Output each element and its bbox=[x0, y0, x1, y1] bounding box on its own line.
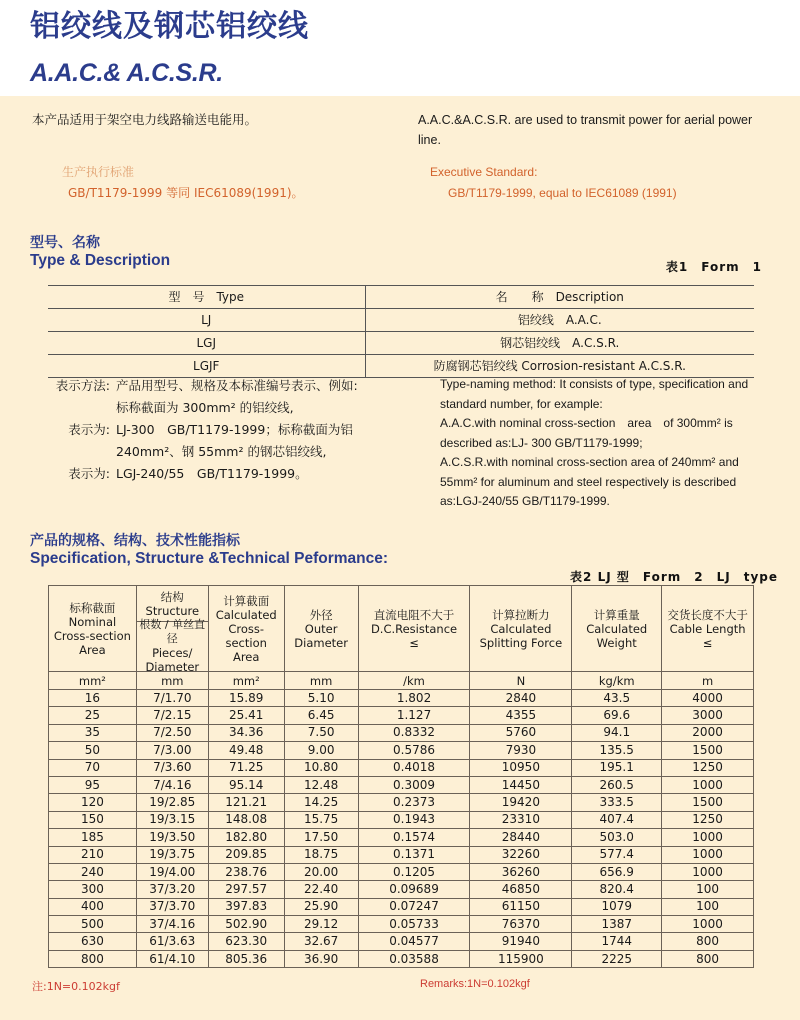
cell-splitting-force: 7930 bbox=[470, 742, 572, 759]
cell-calculated-area: 49.48 bbox=[208, 742, 284, 759]
col-en1-3: Outer bbox=[304, 621, 338, 636]
col-en1-4: D.C.Resistance bbox=[370, 621, 458, 636]
cell-nominal-area: 16 bbox=[49, 690, 137, 707]
cell-calculated-weight: 1744 bbox=[572, 933, 662, 950]
naming-method-cn bbox=[38, 375, 418, 485]
cell-calculated-area: 623.30 bbox=[208, 933, 284, 950]
naming-method-en bbox=[420, 375, 772, 512]
naming-en-text3: A.C.S.R.with nominal cross-section area of 240mm² and 55mm² for aluminum and steel respectively is described as:LGJ-240/55 GB/T1179-1999. bbox=[440, 455, 739, 508]
cell-splitting-force: 61150 bbox=[470, 898, 572, 915]
cell-nominal-area: 95 bbox=[49, 776, 137, 793]
cell-calculated-weight: 69.6 bbox=[572, 707, 662, 724]
cell-calculated-area: 15.89 bbox=[208, 690, 284, 707]
cell-splitting-force: 19420 bbox=[470, 794, 572, 811]
standard-label-en: Executive Standard: bbox=[430, 165, 538, 179]
cell-outer-diameter: 9.00 bbox=[284, 742, 358, 759]
naming-cn-line1 bbox=[38, 375, 418, 397]
naming-en-p2 bbox=[420, 414, 772, 453]
cell-nominal-area: 800 bbox=[49, 950, 137, 967]
page-title-en: A.A.C.& A.C.S.R. bbox=[30, 59, 223, 87]
table-row bbox=[49, 933, 754, 950]
cell-outer-diameter: 32.67 bbox=[284, 933, 358, 950]
naming-cn-label1: 表示方法: bbox=[55, 378, 110, 393]
naming-en-text1: Type-naming method: It consists of type, specification and standard number, for example: bbox=[440, 377, 749, 411]
col-en2-2: Cross- bbox=[228, 621, 265, 636]
column-header-cable-length bbox=[662, 586, 754, 672]
cell-calculated-weight: 260.5 bbox=[572, 776, 662, 793]
cell-outer-diameter: 36.90 bbox=[284, 950, 358, 967]
cell-structure: 7/3.00 bbox=[136, 742, 208, 759]
table-header-row bbox=[48, 286, 754, 309]
cell-splitting-force: 14450 bbox=[470, 776, 572, 793]
cell-calculated-weight: 820.4 bbox=[572, 881, 662, 898]
cell-dc-resistance: 0.2373 bbox=[358, 794, 470, 811]
col-suben2-1: Diameter bbox=[145, 660, 200, 674]
naming-en-p1 bbox=[420, 375, 772, 414]
cell-calculated-area: 397.83 bbox=[208, 898, 284, 915]
cell-description: 铝绞线 A.A.C. bbox=[365, 309, 754, 332]
cell-nominal-area: 240 bbox=[49, 863, 137, 880]
cell-calculated-weight: 135.5 bbox=[572, 742, 662, 759]
table-row bbox=[49, 881, 754, 898]
naming-en-p3 bbox=[420, 453, 772, 512]
naming-cn-text5: LGJ-240/55 GB/T1179-1999。 bbox=[116, 466, 308, 481]
naming-cn-text1: 产品用型号、规格及本标准编号表示、例如: bbox=[116, 378, 358, 393]
table-row bbox=[49, 742, 754, 759]
cell-cable-length: 800 bbox=[662, 950, 754, 967]
cell-type: LGJ bbox=[48, 332, 365, 355]
col-en1-6: Calculated bbox=[586, 621, 648, 636]
specification-table bbox=[48, 585, 754, 968]
cell-calculated-area: 805.36 bbox=[208, 950, 284, 967]
standard-value-en: GB/T1179-1999, equal to IEC61089 (1991) bbox=[448, 186, 677, 200]
col-en3-0: Area bbox=[79, 642, 106, 657]
cell-dc-resistance: 0.3009 bbox=[358, 776, 470, 793]
naming-cn-label3: 表示为: bbox=[68, 422, 110, 437]
naming-cn-line4 bbox=[38, 441, 418, 463]
cell-splitting-force: 10950 bbox=[470, 759, 572, 776]
section2-heading-cn: 产品的规格、结构、技术性能指标 bbox=[30, 533, 240, 549]
col-en1-7: Cable Length bbox=[669, 621, 746, 636]
cell-cable-length: 2000 bbox=[662, 724, 754, 741]
naming-cn-text4: 240mm²、钢 55mm² 的钢芯铝绞线, bbox=[116, 444, 327, 459]
cell-calculated-weight: 1387 bbox=[572, 916, 662, 933]
footnote-cn: 注:1N=0.102kgf bbox=[32, 980, 120, 993]
col-en2-7: ≤ bbox=[702, 635, 713, 650]
cell-dc-resistance: 0.05733 bbox=[358, 916, 470, 933]
cell-calculated-area: 502.90 bbox=[208, 916, 284, 933]
cell-structure: 37/3.20 bbox=[136, 881, 208, 898]
cell-dc-resistance: 0.5786 bbox=[358, 742, 470, 759]
cell-nominal-area: 50 bbox=[49, 742, 137, 759]
cell-splitting-force: 23310 bbox=[470, 811, 572, 828]
form2-label: 表2 LJ 型 Form 2 LJ type bbox=[570, 570, 778, 584]
table-row bbox=[48, 332, 754, 355]
table-unit-row bbox=[49, 672, 754, 690]
cell-outer-diameter: 6.45 bbox=[284, 707, 358, 724]
table-header-row bbox=[49, 586, 754, 672]
unit-cell-1: mm bbox=[136, 672, 208, 690]
cell-calculated-weight: 333.5 bbox=[572, 794, 662, 811]
cell-structure: 19/3.50 bbox=[136, 829, 208, 846]
cell-cable-length: 1000 bbox=[662, 846, 754, 863]
cell-structure: 37/4.16 bbox=[136, 916, 208, 933]
cell-outer-diameter: 18.75 bbox=[284, 846, 358, 863]
cell-dc-resistance: 1.802 bbox=[358, 690, 470, 707]
cell-structure: 19/3.15 bbox=[136, 811, 208, 828]
unit-cell-5: N bbox=[470, 672, 572, 690]
column-header-calculated-weight bbox=[572, 586, 662, 672]
column-header-structure bbox=[136, 586, 208, 672]
cell-cable-length: 1000 bbox=[662, 863, 754, 880]
col-cn-2: 计算截面 bbox=[223, 593, 270, 608]
naming-cn-line5 bbox=[38, 463, 418, 485]
cell-cable-length: 1000 bbox=[662, 776, 754, 793]
cell-structure: 19/4.00 bbox=[136, 863, 208, 880]
table-row bbox=[49, 776, 754, 793]
section1-heading-cn: 型号、名称 bbox=[30, 235, 100, 251]
cell-structure: 19/2.85 bbox=[136, 794, 208, 811]
column-header-description: 名 称 Description bbox=[365, 286, 754, 309]
cell-cable-length: 800 bbox=[662, 933, 754, 950]
col-cn-4: 直流电阻不大于 bbox=[373, 607, 455, 622]
table-row bbox=[49, 759, 754, 776]
col-en2-4: ≤ bbox=[409, 635, 419, 650]
cell-outer-diameter: 12.48 bbox=[284, 776, 358, 793]
cell-dc-resistance: 0.1205 bbox=[358, 863, 470, 880]
cell-structure: 61/3.63 bbox=[136, 933, 208, 950]
cell-outer-diameter: 15.75 bbox=[284, 811, 358, 828]
executive-standard-cn bbox=[62, 162, 402, 204]
cell-outer-diameter: 10.80 bbox=[284, 759, 358, 776]
cell-calculated-area: 95.14 bbox=[208, 776, 284, 793]
col-en4-2: Area bbox=[232, 649, 260, 664]
col-cn-1: 结构 bbox=[160, 589, 184, 604]
col-en2-5: Splitting Force bbox=[479, 635, 563, 650]
naming-cn-text3: LJ-300 GB/T1179-1999；标称截面为铝 bbox=[116, 422, 353, 437]
table-row bbox=[49, 724, 754, 741]
cell-calculated-area: 71.25 bbox=[208, 759, 284, 776]
col-suben1-1: Pieces/ bbox=[152, 646, 193, 660]
table-row bbox=[48, 309, 754, 332]
cell-calculated-area: 209.85 bbox=[208, 846, 284, 863]
cell-cable-length: 4000 bbox=[662, 690, 754, 707]
table-row bbox=[49, 950, 754, 967]
column-header-calculated-area bbox=[208, 586, 284, 672]
cell-calculated-weight: 577.4 bbox=[572, 846, 662, 863]
cell-splitting-force: 28440 bbox=[470, 829, 572, 846]
type-description-table bbox=[48, 285, 754, 378]
cell-dc-resistance: 0.1943 bbox=[358, 811, 470, 828]
col-en2-0: Cross-section bbox=[53, 628, 131, 643]
cell-calculated-weight: 94.1 bbox=[572, 724, 662, 741]
col-en3-2: section bbox=[225, 635, 267, 650]
column-header-dc-resistance bbox=[358, 586, 470, 672]
unit-cell-4: /km bbox=[358, 672, 470, 690]
cell-description: 防腐钢芯铝绞线 Corrosion-resistant A.C.S.R. bbox=[365, 355, 754, 378]
section2-heading-en: Specification, Structure &Technical Peformance: bbox=[30, 550, 389, 567]
page-title-cn: 铝绞线及钢芯铝绞线 bbox=[30, 9, 309, 44]
cell-calculated-weight: 43.5 bbox=[572, 690, 662, 707]
cell-cable-length: 1500 bbox=[662, 794, 754, 811]
intro-paragraph-cn: 本产品适用于架空电力线路输送电能用。 bbox=[32, 112, 258, 127]
cell-cable-length: 100 bbox=[662, 881, 754, 898]
col-en1-2: Calculated bbox=[215, 607, 277, 622]
table-row bbox=[49, 916, 754, 933]
intro-paragraph-en: A.A.C.&A.C.S.R. are used to transmit power for aerial power line. bbox=[418, 113, 753, 147]
col-subcn-1: 根数 / 单丝直径 bbox=[139, 618, 206, 645]
cell-cable-length: 1000 bbox=[662, 829, 754, 846]
cell-splitting-force: 46850 bbox=[470, 881, 572, 898]
col-en2-6: Weight bbox=[596, 635, 637, 650]
cell-nominal-area: 150 bbox=[49, 811, 137, 828]
cell-splitting-force: 2840 bbox=[470, 690, 572, 707]
naming-cn-label5: 表示为: bbox=[68, 466, 110, 481]
cell-type: LJ bbox=[48, 309, 365, 332]
cell-cable-length: 1250 bbox=[662, 759, 754, 776]
structure-top bbox=[137, 586, 208, 622]
cell-splitting-force: 115900 bbox=[470, 950, 572, 967]
cell-outer-diameter: 29.12 bbox=[284, 916, 358, 933]
section1-heading-en: Type & Description bbox=[30, 252, 171, 269]
cell-dc-resistance: 0.07247 bbox=[358, 898, 470, 915]
cell-nominal-area: 210 bbox=[49, 846, 137, 863]
column-header-nominal-area bbox=[49, 586, 137, 672]
col-cn-5: 计算拉断力 bbox=[492, 607, 550, 622]
cell-outer-diameter: 22.40 bbox=[284, 881, 358, 898]
cell-nominal-area: 400 bbox=[49, 898, 137, 915]
cell-cable-length: 3000 bbox=[662, 707, 754, 724]
standard-label-cn: 生产执行标准 bbox=[62, 165, 135, 179]
standard-value-cn: GB/T1179-1999 等同 IEC61089(1991)。 bbox=[68, 186, 304, 200]
naming-cn-text2: 标称截面为 300mm² 的铝绞线, bbox=[116, 400, 294, 415]
cell-cable-length: 1250 bbox=[662, 811, 754, 828]
cell-nominal-area: 300 bbox=[49, 881, 137, 898]
cell-structure: 7/4.16 bbox=[136, 776, 208, 793]
naming-en-text2: A.A.C.with nominal cross-section area of 300mm² is described as:LJ- 300 GB/T1179-1999; bbox=[440, 416, 733, 450]
cell-description: 钢芯铝绞线 A.C.S.R. bbox=[365, 332, 754, 355]
cell-cable-length: 1500 bbox=[662, 742, 754, 759]
cell-dc-resistance: 0.09689 bbox=[358, 881, 470, 898]
cell-nominal-area: 120 bbox=[49, 794, 137, 811]
col-en1-1: Structure bbox=[145, 603, 200, 618]
unit-cell-2: mm² bbox=[208, 672, 284, 690]
cell-calculated-weight: 195.1 bbox=[572, 759, 662, 776]
table-row bbox=[49, 811, 754, 828]
unit-cell-3: mm bbox=[284, 672, 358, 690]
cell-nominal-area: 25 bbox=[49, 707, 137, 724]
col-cn-3: 外径 bbox=[309, 607, 333, 622]
col-cn-7: 交货长度不大于 bbox=[667, 607, 748, 622]
cell-nominal-area: 35 bbox=[49, 724, 137, 741]
cell-structure: 61/4.10 bbox=[136, 950, 208, 967]
cell-structure: 19/3.75 bbox=[136, 846, 208, 863]
cell-calculated-weight: 656.9 bbox=[572, 863, 662, 880]
cell-calculated-area: 238.76 bbox=[208, 863, 284, 880]
unit-cell-7: m bbox=[662, 672, 754, 690]
cell-nominal-area: 185 bbox=[49, 829, 137, 846]
cell-calculated-area: 34.36 bbox=[208, 724, 284, 741]
cell-outer-diameter: 5.10 bbox=[284, 690, 358, 707]
cell-type: LGJF bbox=[48, 355, 365, 378]
cell-structure: 7/2.50 bbox=[136, 724, 208, 741]
cell-dc-resistance: 0.04577 bbox=[358, 933, 470, 950]
cell-structure: 7/3.60 bbox=[136, 759, 208, 776]
col-cn-6: 计算重量 bbox=[593, 607, 640, 622]
cell-splitting-force: 4355 bbox=[470, 707, 572, 724]
cell-calculated-area: 121.21 bbox=[208, 794, 284, 811]
column-header-type: 型 号 Type bbox=[48, 286, 365, 309]
unit-cell-0: mm² bbox=[49, 672, 137, 690]
cell-dc-resistance: 0.1574 bbox=[358, 829, 470, 846]
cell-splitting-force: 76370 bbox=[470, 916, 572, 933]
cell-calculated-area: 25.41 bbox=[208, 707, 284, 724]
cell-structure: 7/2.15 bbox=[136, 707, 208, 724]
cell-cable-length: 1000 bbox=[662, 916, 754, 933]
form1-label: 表1 Form 1 bbox=[665, 260, 762, 274]
column-header-outer-diameter bbox=[284, 586, 358, 672]
table-row bbox=[49, 863, 754, 880]
footnote-en: Remarks:1N=0.102kgf bbox=[420, 978, 530, 990]
col-en1-5: Calculated bbox=[490, 621, 552, 636]
cell-structure: 7/1.70 bbox=[136, 690, 208, 707]
cell-nominal-area: 500 bbox=[49, 916, 137, 933]
cell-outer-diameter: 25.90 bbox=[284, 898, 358, 915]
cell-nominal-area: 630 bbox=[49, 933, 137, 950]
table-row bbox=[49, 898, 754, 915]
cell-calculated-weight: 407.4 bbox=[572, 811, 662, 828]
cell-calculated-weight: 2225 bbox=[572, 950, 662, 967]
naming-cn-line3 bbox=[38, 419, 418, 441]
table-row bbox=[49, 707, 754, 724]
col-en1-0: Nominal bbox=[68, 614, 117, 629]
structure-bottom bbox=[137, 618, 208, 674]
executive-standard-en bbox=[430, 162, 770, 204]
col-cn-0: 标称截面 bbox=[69, 600, 116, 615]
cell-calculated-area: 297.57 bbox=[208, 881, 284, 898]
cell-calculated-area: 148.08 bbox=[208, 811, 284, 828]
cell-splitting-force: 91940 bbox=[470, 933, 572, 950]
cell-splitting-force: 32260 bbox=[470, 846, 572, 863]
unit-cell-6: kg/km bbox=[572, 672, 662, 690]
cell-cable-length: 100 bbox=[662, 898, 754, 915]
cell-splitting-force: 5760 bbox=[470, 724, 572, 741]
table-row bbox=[49, 794, 754, 811]
specification-table-body bbox=[49, 690, 754, 968]
naming-cn-line2 bbox=[38, 397, 418, 419]
cell-structure: 37/3.70 bbox=[136, 898, 208, 915]
table-row bbox=[49, 846, 754, 863]
col-en2-3: Diameter bbox=[294, 635, 348, 650]
table-row bbox=[49, 829, 754, 846]
cell-dc-resistance: 0.4018 bbox=[358, 759, 470, 776]
cell-outer-diameter: 20.00 bbox=[284, 863, 358, 880]
cell-dc-resistance: 0.03588 bbox=[358, 950, 470, 967]
table-row bbox=[49, 690, 754, 707]
column-header-splitting-force bbox=[470, 586, 572, 672]
cell-calculated-weight: 1079 bbox=[572, 898, 662, 915]
cell-calculated-area: 182.80 bbox=[208, 829, 284, 846]
cell-outer-diameter: 14.25 bbox=[284, 794, 358, 811]
cell-outer-diameter: 7.50 bbox=[284, 724, 358, 741]
cell-calculated-weight: 503.0 bbox=[572, 829, 662, 846]
cell-nominal-area: 70 bbox=[49, 759, 137, 776]
cell-dc-resistance: 0.1371 bbox=[358, 846, 470, 863]
cell-dc-resistance: 1.127 bbox=[358, 707, 470, 724]
cell-dc-resistance: 0.8332 bbox=[358, 724, 470, 741]
cell-splitting-force: 36260 bbox=[470, 863, 572, 880]
cell-outer-diameter: 17.50 bbox=[284, 829, 358, 846]
